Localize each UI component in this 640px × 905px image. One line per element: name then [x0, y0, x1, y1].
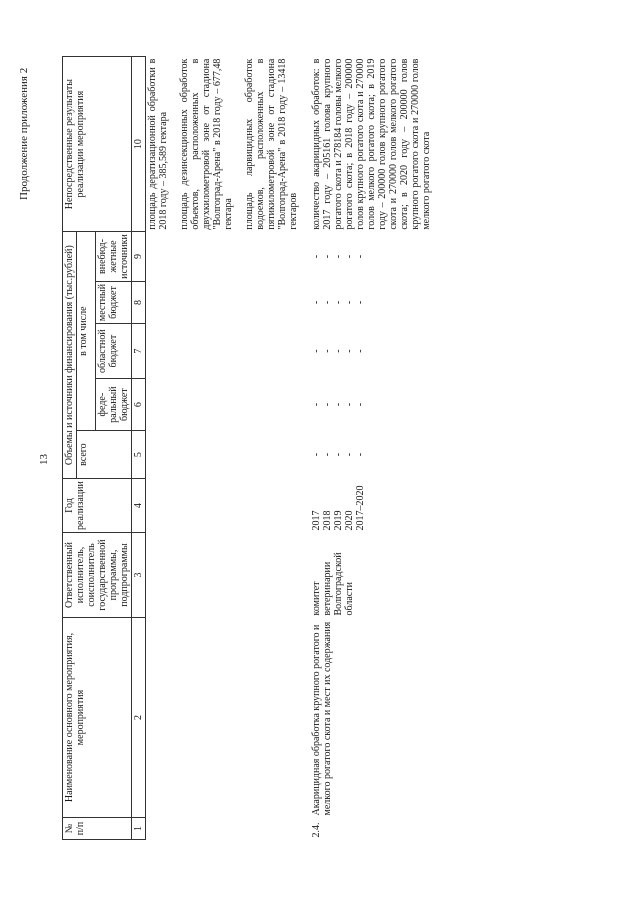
colnum-5: 5 [132, 431, 146, 479]
dash: - [344, 349, 355, 353]
colnum-2: 2 [132, 618, 146, 818]
header-obl: областной бюджет [96, 324, 132, 379]
row-name: Акарицидная обработка крупного рогатого и мелкого рогатого скота и мест их содержания [311, 621, 333, 816]
prev-result-2: площадь дезинсекционных обработок объектов, расположенных в двухкилометровой зоне от стадиона "Волгоград-Арена" в 2018 году – 677,48 гектара [179, 58, 234, 230]
dash: - [322, 300, 333, 305]
colnum-8: 8 [132, 281, 146, 323]
dash: - [311, 300, 322, 305]
header-row-1 [63, 57, 77, 840]
table-row [310, 57, 443, 840]
total-values [310, 431, 443, 479]
colnum-9: 9 [132, 232, 146, 282]
colnum-10: 10 [132, 57, 146, 232]
header-name: Наименование основного мероприятия, мероприятия [63, 618, 132, 818]
program-table [62, 56, 443, 840]
year-2018: 2018 [322, 510, 333, 531]
column-number-row [132, 57, 146, 840]
colnum-3: 3 [132, 533, 146, 618]
year-total: 2017–2020 [355, 485, 366, 531]
dash: - [311, 452, 322, 457]
page-number: 13 [38, 454, 50, 465]
header-incl: в том числе [77, 232, 96, 431]
fed-values [310, 379, 443, 431]
row-result [310, 57, 443, 232]
dash: - [355, 254, 366, 259]
dash: - [344, 300, 355, 305]
header-year: Год реализации [63, 479, 132, 533]
dash: - [333, 254, 344, 259]
dash: - [344, 402, 355, 407]
header-total: всего [77, 431, 132, 479]
previous-results-row [146, 57, 311, 840]
dash: - [333, 452, 344, 457]
dash: - [311, 254, 322, 259]
prev-result-3: площадь ларвицидных обработок водоемов, расположенных в пятикилометровой зоне от стадиона "Волгоград-Арена" в 2018 году – 13418 гектаров [244, 58, 299, 230]
loc-values [310, 281, 443, 323]
header-fed: феде- ральный бюджет [96, 379, 132, 431]
dash: - [344, 452, 355, 457]
year-2019: 2019 [333, 510, 344, 531]
dash: - [333, 402, 344, 407]
colnum-1: 1 [132, 818, 146, 840]
dash: - [333, 349, 344, 353]
dash: - [355, 402, 366, 407]
dash: - [311, 402, 322, 407]
colnum-7: 7 [132, 324, 146, 379]
colnum-4: 4 [132, 479, 146, 533]
dash: - [333, 300, 344, 305]
dash: - [322, 402, 333, 407]
dash: - [355, 300, 366, 305]
row-executor: комитет ветеринарии Волгоградской области [311, 552, 355, 616]
prev-result-1: площадь дератизационной обработки в 2018 году – 385,589 гектара [147, 58, 169, 230]
continuation-label: Продолжение приложения 2 [18, 67, 30, 200]
year-2020: 2020 [344, 510, 355, 531]
year-2017: 2017 [311, 510, 322, 531]
row-result-text: количество акарицидных обработок: в 2017 году – 205161 голова крупного рогатого скота и 278184 головы мелкого рогатого скота; в 2018 году – 200000 голов крупного рогатого скота и 270000 голов мелкого рогатого скота; в 2019 году – 200000 голов крупного рогатого скота и 270000 голов мелкого рогатого скота; в 2020 году – 200000 голов крупного рогатого скота и 270000 голов мелкого рогатого скота [311, 58, 432, 230]
previous-results [146, 57, 311, 232]
header-loc: местный бюджет [96, 281, 132, 323]
header-results: Непосредственные результаты реализации мероприятия [63, 57, 132, 232]
dash: - [322, 349, 333, 353]
dash: - [344, 254, 355, 259]
header-num: № п/п [63, 818, 132, 840]
ext-values [310, 232, 443, 282]
dash: - [355, 349, 366, 353]
row-years [310, 479, 443, 533]
colnum-6: 6 [132, 379, 146, 431]
header-funding: Объемы и источники финансирования (тыс.рублей) [63, 232, 77, 479]
obl-values [310, 324, 443, 379]
dash: - [311, 349, 322, 353]
dash: - [322, 452, 333, 457]
dash: - [322, 254, 333, 259]
dash: - [355, 452, 366, 457]
row-number: 2.4. [311, 822, 322, 838]
header-executor: Ответственный исполнитель, соисполнитель государственной программы, подпрограммы [63, 533, 132, 618]
header-ext: внебюд- жетные источники [96, 232, 132, 282]
